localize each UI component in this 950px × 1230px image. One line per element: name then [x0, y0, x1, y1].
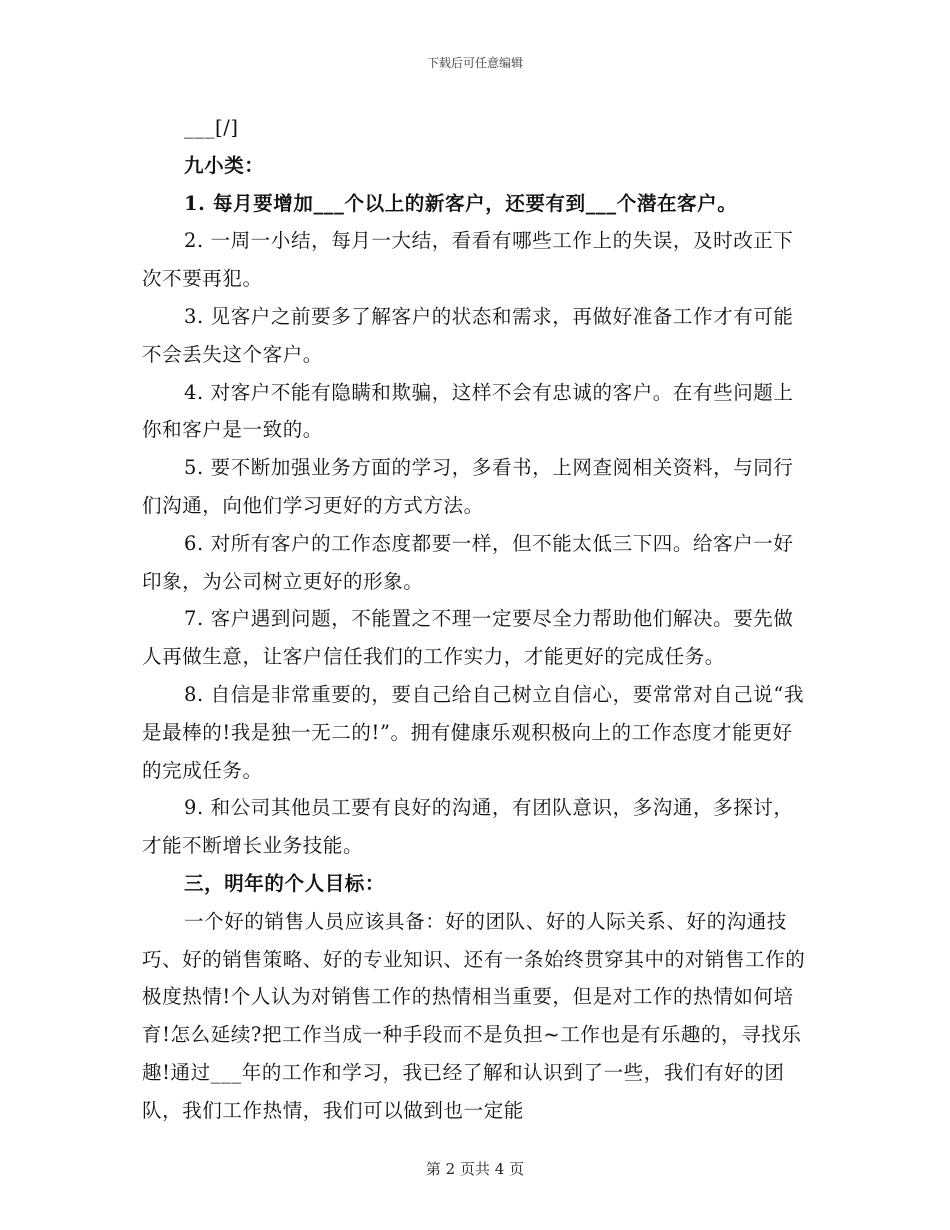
list-item-9: 9. 和公司其他员工要有良好的沟通，有团队意识，多沟通，多探讨，才能不断增长业务技能。: [142, 796, 794, 858]
list-item-7: 7. 客户遇到问题，不能置之不理一定要尽全力帮助他们解决。要先做人再做生意，让客户信任我们的工作实力，才能更好的完成任务。: [142, 607, 794, 669]
page-footer: 第 2 页共 4 页: [425, 1160, 525, 1178]
section-heading-next-year-goals: 三，明年的个人目标：: [184, 871, 386, 895]
document-body: [142, 109, 810, 1130]
section-heading-nine-categories: 九小类：: [184, 153, 265, 177]
list-item-6: 6. 对所有客户的工作态度都要一样，但不能太低三下四。给客户一好印象，为公司树立更好的形象。: [142, 531, 794, 593]
list-item-1: 1. 每月要增加___个以上的新客户，还要有到___个潜在客户。: [184, 191, 738, 215]
placeholder-line: ___[/]: [184, 116, 239, 139]
list-item-8: 8. 自信是非常重要的，要自己给自己树立自信心，要常常对自己说“我是最棒的!我是独一无二的!”。拥有健康乐观积极向上的工作态度才能更好的完成任务。: [142, 682, 805, 782]
list-item-2: 2. 一周一小结，每月一大结，看看有哪些工作上的失误，及时改正下次不要再犯。: [142, 229, 794, 291]
list-item-3: 3. 见客户之前要多了解客户的状态和需求，再做好准备工作才有可能不会丢失这个客户。: [142, 304, 794, 366]
list-item-5: 5. 要不断加强业务方面的学习，多看书，上网查阅相关资料，与同行们沟通，向他们学习更好的方式方法。: [142, 456, 794, 517]
body-paragraph: 一个好的销售人员应该具备：好的团队、好的人际关系、好的沟通技巧、好的销售策略、好的专业知识、还有一条始终贯穿其中的对销售工作的极度热情!个人认为对销售工作的热情相当重要，但是对工作的热情如何培育!怎么延续?把工作当成一种手段而不是负担~工作也是有乐趣的，寻找乐趣!通过___年的工作和学习，我已经了解和认识到了一些，我们有好的团队，我们工作热情，我们可以做到也一定能: [142, 909, 806, 1122]
list-item-4: 4. 对客户不能有隐瞒和欺骗，这样不会有忠诚的客户。在有些问题上你和客户是一致的。: [142, 380, 794, 442]
page-header: 下载后可任意编辑: [426, 56, 523, 70]
